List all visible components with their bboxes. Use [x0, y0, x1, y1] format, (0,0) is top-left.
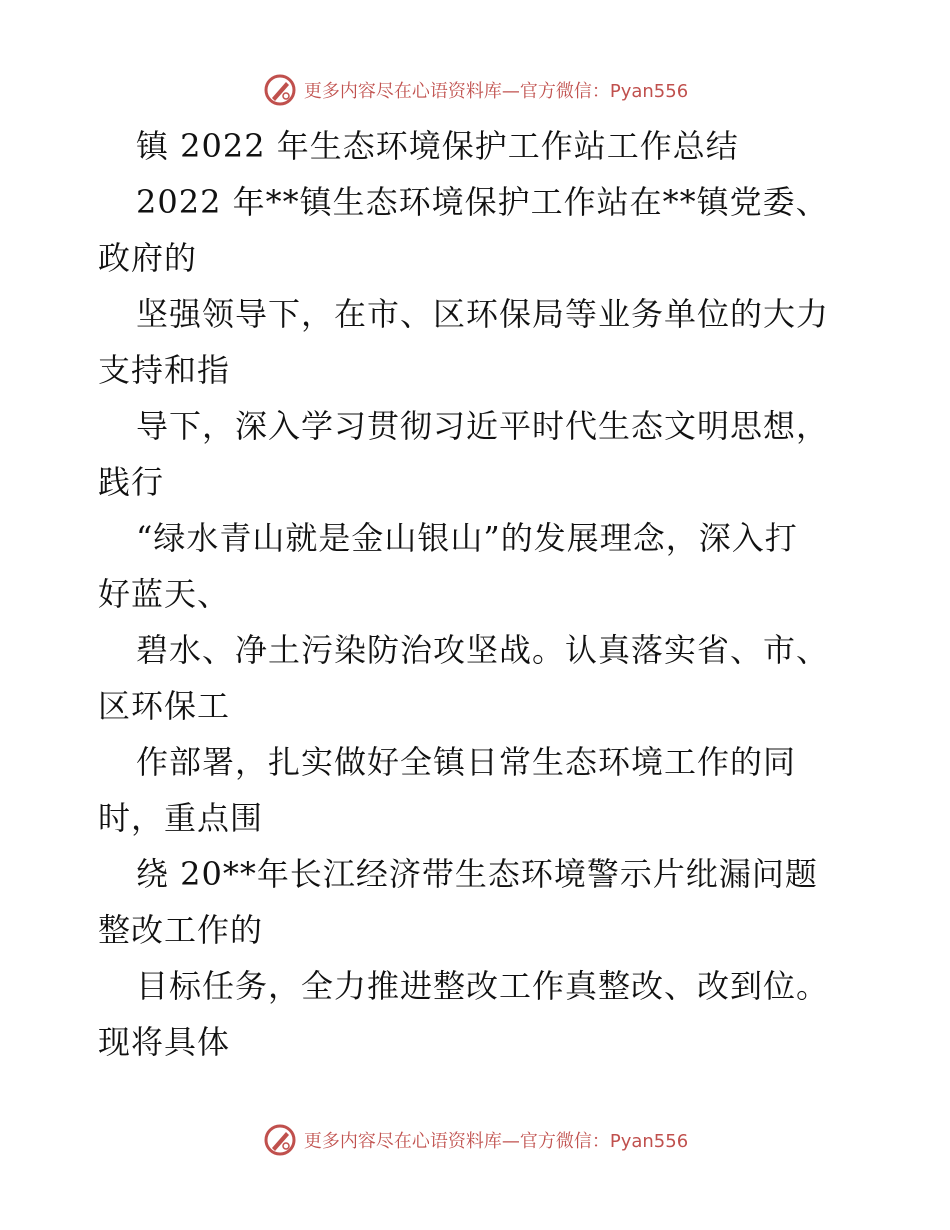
text-line: 目标任务，全力推进整改工作真整改、改到位。: [136, 967, 830, 1005]
document-title: 镇 2022 年生态环境保护工作站工作总结: [136, 127, 739, 165]
header-banner: [0, 70, 950, 110]
document-body: [98, 118, 888, 1070]
text-line: 区环保工: [98, 687, 231, 725]
pen-logo-icon: [262, 72, 298, 108]
text-line: “绿水青山就是金山银山”的发展理念，深入打: [136, 519, 798, 557]
text-line: 践行: [98, 463, 165, 501]
text-line: 导下，深入学习贯彻习近平时代生态文明思想，: [136, 407, 830, 445]
text-line: 好蓝天、: [98, 575, 231, 613]
banner-text: 更多内容尽在心语资料库—官方微信：Pyan556: [303, 1131, 689, 1152]
text-line: 绕 20**年长江经济带生态环境警示片纰漏问题: [136, 855, 818, 893]
text-line: 2022 年**镇生态环境保护工作站在**镇党委、: [136, 183, 829, 221]
text-line: 坚强领导下，在市、区环保局等业务单位的大力: [136, 295, 830, 333]
text-line: 政府的: [98, 239, 198, 277]
pen-logo-icon: [262, 1122, 298, 1158]
text-line: 时，重点围: [98, 799, 264, 837]
text-line: 作部署，扎实做好全镇日常生态环境工作的同: [136, 743, 797, 781]
text-line: 现将具体: [98, 1023, 231, 1061]
text-line: 支持和指: [98, 351, 231, 389]
footer-banner: [0, 1120, 950, 1160]
banner-text: 更多内容尽在心语资料库—官方微信：Pyan556: [303, 81, 689, 102]
text-line: 整改工作的: [98, 911, 264, 949]
text-line: 碧水、净土污染防治攻坚战。认真落实省、市、: [136, 631, 830, 669]
